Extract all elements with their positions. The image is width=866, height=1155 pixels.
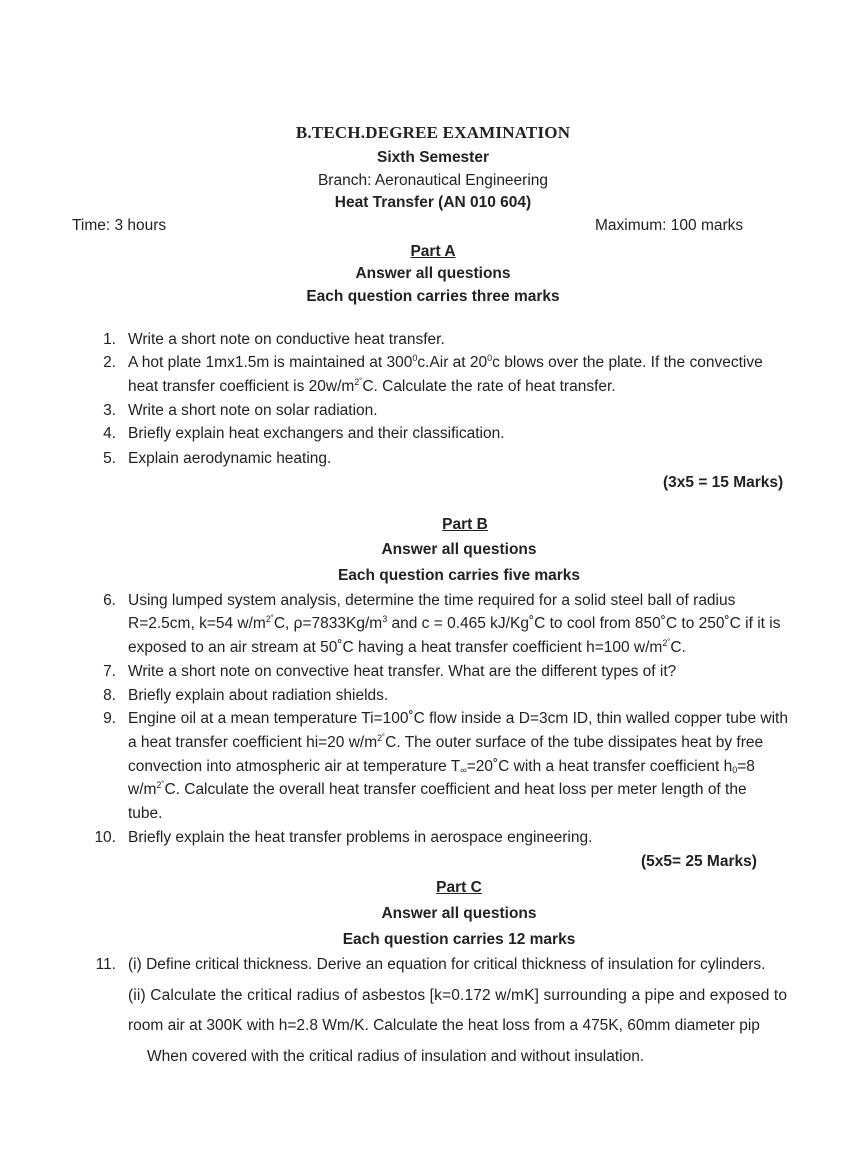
part-b-title: Part B	[442, 516, 488, 533]
question-text-continued: heat transfer coefficient is $20w/m^{2˚}C$. Calculate the rate of heat transfer.	[128, 377, 616, 395]
question-number: 3.	[103, 402, 116, 419]
part-a-total-marks: (3x5 = 15 Marks)	[663, 474, 784, 491]
part-c-title: Part C	[436, 879, 482, 896]
part-b-marks-note: Each question carries five marks	[337, 567, 581, 584]
question-text: Write a short note on convective heat transfer. What are the different types of it?	[128, 663, 677, 680]
part-c-instruction: Answer all questions	[381, 905, 537, 922]
question-text: Briefly explain about radiation shields.	[128, 687, 389, 704]
question-text-continued: exposed to an air stream at 50˚C having a heat transfer coefficient h=100 $w/m^{2˚}C$.	[128, 638, 686, 656]
question-number: 9.	[103, 710, 116, 727]
maximum-marks: Maximum: 100 marks	[595, 217, 744, 234]
branch: Branch: Aeronautical Engineering	[317, 172, 549, 189]
exam-title: B.TECH.DEGREE EXAMINATION	[295, 123, 571, 142]
part-a-title: Part A	[410, 243, 456, 260]
question-number: 2.	[103, 354, 116, 371]
part-c-marks-note: Each question carries 12 marks	[342, 931, 576, 948]
question-text: A hot plate 1mx1.5m is maintained at $300^0c.Air$ at $20^0c$ blows over the plate. If the convective	[128, 353, 763, 371]
question-text-continued: a heat transfer coefficient hi=20 $w/m^{2˚}C$. The outer surface of the tube dissipates heat by free	[128, 733, 764, 751]
question-number: 7.	[103, 663, 116, 680]
part-b-total-marks: (5x5= 25 Marks)	[641, 853, 757, 870]
question-text: Explain aerodynamic heating.	[128, 450, 332, 467]
subject-title: Heat Transfer (AN 010 604)	[334, 194, 532, 211]
question-text: (i) Define critical thickness. Derive an equation for critical thickness of insulation for cylinders.	[128, 956, 766, 973]
question-number: 5.	[103, 450, 116, 467]
question-text-continued: R=2.5cm, k=54 $w/m^{2˚}C$, $\rho=7833Kg/m^3$ and c = 0.465 kJ/Kg˚C to cool from 850˚C to 250˚C if it is	[128, 614, 781, 632]
question-number: 6.	[103, 592, 116, 609]
part-a-marks-note: Each question carries three marks	[306, 288, 560, 305]
question-text-continued: convection into atmospheric air at temperature $T_\infty=20˚C$ with a heat transfer coefficient $h_0=8$	[128, 758, 755, 775]
question-text-continued: When covered with the critical radius of insulation and without insulation.	[147, 1048, 645, 1065]
question-text: Briefly explain the heat transfer problems in aerospace engineering.	[128, 829, 593, 846]
question-text: Write a short note on solar radiation.	[128, 402, 378, 419]
question-text-continued: $w/m^{2˚}C$. Calculate the overall heat transfer coefficient and heat loss per meter length of the	[128, 780, 747, 798]
question-number: 10.	[94, 829, 116, 846]
question-text: Using lumped system analysis, determine the time required for a solid steel ball of radius	[128, 592, 736, 609]
question-text: Write a short note on conductive heat transfer.	[128, 331, 445, 348]
question-number: 4.	[103, 425, 116, 442]
part-a-instruction: Answer all questions	[355, 265, 511, 282]
question-text-continued: tube.	[128, 805, 163, 822]
question-text-continued: room air at 300K with h=2.8 Wm/K. Calculate the heat loss from a 475K, 60mm diameter pip	[128, 1017, 760, 1034]
question-number: 1.	[103, 331, 116, 348]
time-allowed: Time: 3 hours	[72, 217, 167, 234]
question-text: Briefly explain heat exchangers and their classification.	[128, 425, 505, 442]
question-number: 11.	[95, 956, 116, 973]
question-text-continued: (ii) Calculate the critical radius of asbestos [k=0.172 w/mK] surrounding a pipe and exposed to	[128, 987, 788, 1004]
part-b-instruction: Answer all questions	[381, 541, 537, 558]
semester: Sixth Semester	[377, 149, 489, 166]
question-text: Engine oil at a mean temperature Ti=100˚C flow inside a D=3cm ID, thin walled copper tube with	[128, 710, 788, 727]
question-number: 8.	[103, 687, 116, 704]
